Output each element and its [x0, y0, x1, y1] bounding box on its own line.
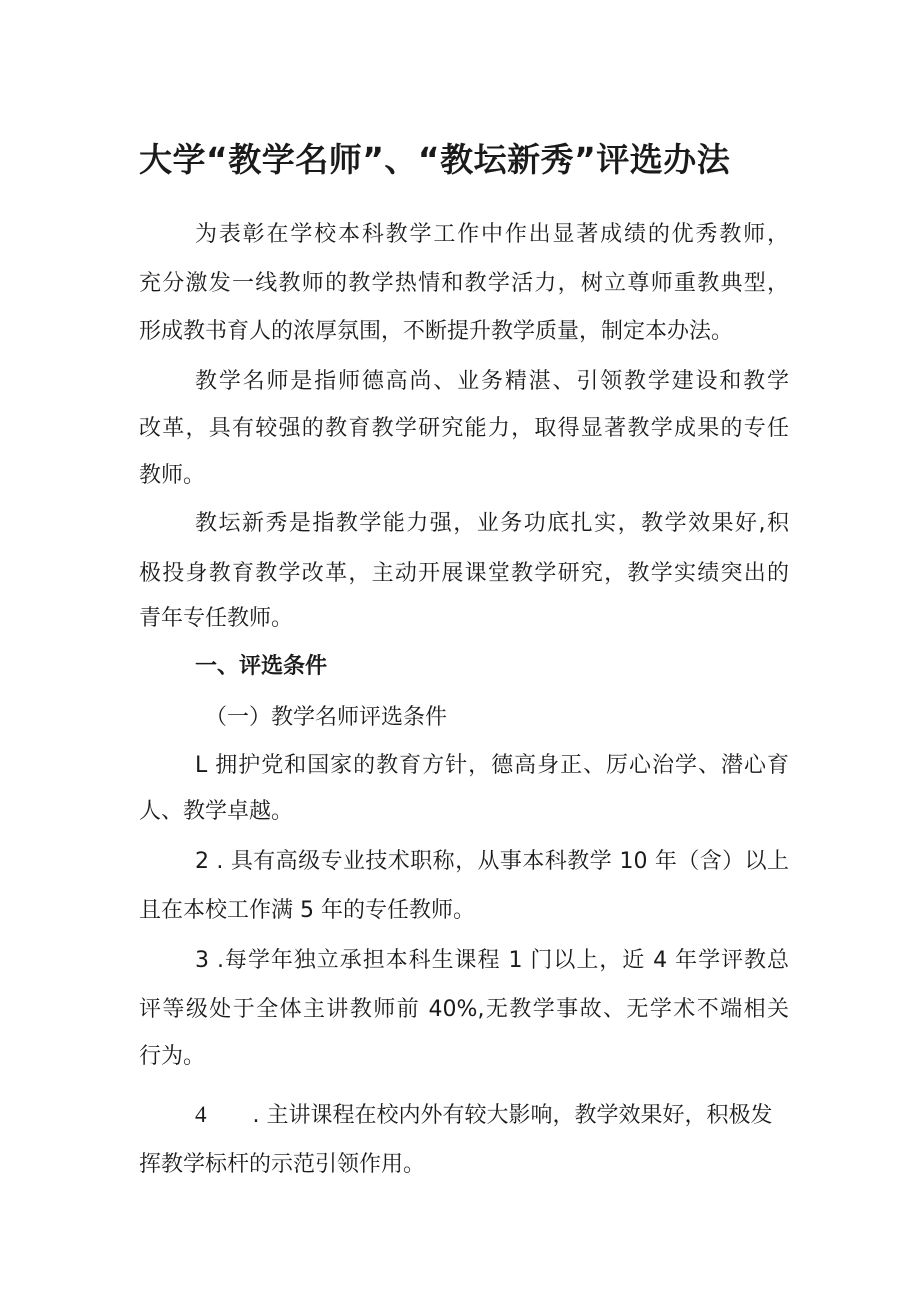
paragraph-line: 改革，具有较强的教育教学研究能力，取得显著教学成果的专任	[139, 416, 789, 441]
criteria-item-line: 挥教学标杆的示范引领作用。	[139, 1152, 426, 1177]
criteria-item-line	[195, 1099, 789, 1132]
criteria-item-line: 2 . 具有高级专业技术职称，从事本科教学 10 年（含）以上	[195, 849, 789, 874]
paragraph-line: 为表彰在学校本科教学工作中作出显著成绩的优秀教师，	[195, 222, 789, 247]
paragraph-line: 教师。	[139, 463, 206, 488]
document-title: 大学“教学名师”、“教坛新秀”评选办法	[139, 140, 731, 179]
paragraph-line: 充分激发一线教师的教学热情和教学活力，树立尊师重教典型，	[139, 271, 789, 296]
criteria-item-line: 且在本校工作满 5 年的专任教师。	[139, 898, 475, 923]
criteria-item-line: 评等级处于全体主讲教师前 40%,无教学事故、无学术不端相关	[139, 997, 789, 1022]
criteria-item-line: 行为。	[139, 1044, 206, 1069]
criteria-item-line: 3 .每学年独立承担本科生课程 1 门以上，近 4 年学评教总	[195, 948, 789, 973]
criteria-item-line: L 拥护党和国家的教育方针，德高身正、厉心治学、潜心育	[195, 753, 789, 778]
criteria-item-line: 人、教学卓越。	[139, 799, 294, 824]
criteria-item-number: 4	[195, 1102, 207, 1127]
paragraph-line: 教学名师是指师德高尚、业务精湛、引领教学建设和教学	[195, 369, 789, 394]
subsection-heading: （一）教学名师评选条件	[205, 705, 448, 730]
section-heading: 一、评选条件	[195, 654, 328, 679]
criteria-item-text: . 主讲课程在校内外有较大影响，教学效果好，积极发	[252, 1103, 773, 1128]
paragraph-line: 青年专任教师。	[139, 606, 294, 631]
paragraph-line: 极投身教育教学改革，主动开展课堂教学研究，教学实绩突出的	[139, 561, 789, 586]
paragraph-line: 教坛新秀是指教学能力强，业务功底扎实，教学效果好,积	[195, 511, 789, 536]
paragraph-line: 形成教书育人的浓厚氛围，不断提升教学质量，制定本办法。	[139, 319, 734, 344]
